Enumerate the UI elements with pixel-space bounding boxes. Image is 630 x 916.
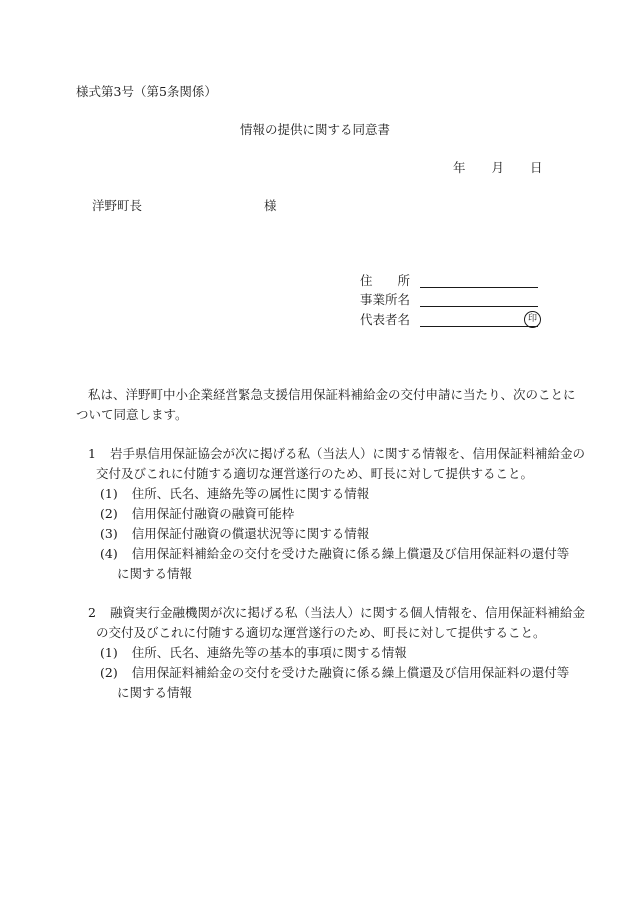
section-2-item-2-continued: に関する情報 (117, 685, 193, 700)
seal-mark: 印 (524, 311, 541, 328)
document-title: 情報の提供に関する同意書 (239, 122, 390, 137)
section-1-item-1 (100, 484, 369, 504)
item-text: 住所、氏名、連絡先等の属性に関する情報 (131, 486, 370, 501)
office-label: 事業所名 (360, 292, 411, 307)
addressee-name: 洋野町長 (92, 198, 143, 213)
section-2-item-1 (100, 643, 407, 663)
section-2-item-2 (100, 663, 569, 683)
intro-line-2: ついて同意します。 (76, 407, 188, 422)
section-1-item-4-continued: に関する情報 (117, 566, 193, 581)
intro-line-1: 私は、洋野町中小企業経営緊急支援信用保証料補給金の交付申請に当たり、次のことに (88, 387, 576, 402)
section-2-heading (88, 603, 585, 623)
item-text: 住所、氏名、連絡先等の基本的事項に関する情報 (131, 645, 407, 660)
address-field (360, 273, 542, 289)
section-1-item-4 (100, 544, 569, 564)
addressee-honorific: 様 (264, 198, 277, 213)
section-1-line-1: 岩手県信用保証協会が次に掲げる私（当法人）に関する情報を、信用保証料補給金の (109, 446, 585, 461)
item-number: (1) (100, 645, 118, 660)
item-text: 信用保証料補給金の交付を受けた融資に係る繰上償還及び信用保証料の還付等 (131, 665, 570, 680)
item-number: (2) (100, 665, 118, 680)
item-text: 信用保証付融資の融資可能枠 (131, 506, 295, 521)
date-month: 月 (491, 160, 505, 175)
section-2-line-1: 融資実行金融機関が次に掲げる私（当法人）に関する個人情報を、信用保証料補給金 (109, 605, 585, 620)
section-2-number: 2 (88, 605, 96, 620)
representative-blank-line (420, 326, 538, 327)
item-text: 信用保証料補給金の交付を受けた融資に係る繰上償還及び信用保証料の還付等 (131, 546, 570, 561)
item-text: 信用保証付融資の償還状況等に関する情報 (131, 526, 370, 541)
section-1-number: 1 (88, 446, 96, 461)
address-label: 住 所 (360, 273, 411, 288)
item-number: (2) (100, 506, 118, 521)
item-number: (4) (100, 546, 118, 561)
date-year: 年 (453, 160, 466, 175)
representative-field (360, 312, 542, 328)
form-number: 様式第3号（第5条関係） (76, 84, 217, 99)
item-number: (1) (100, 486, 118, 501)
office-field (360, 292, 542, 308)
section-1-item-2 (100, 504, 294, 524)
section-1-heading (88, 444, 585, 464)
section-1-line-2: 交付及びこれに付随する適切な運営遂行のため、町長に対して提供すること。 (96, 466, 534, 481)
representative-label: 代表者名 (360, 312, 411, 327)
office-blank-line (420, 306, 538, 307)
address-blank-line (420, 287, 538, 288)
date-day: 日 (530, 160, 543, 175)
item-number: (3) (100, 526, 118, 541)
section-1-item-3 (100, 524, 369, 544)
addressee (92, 198, 277, 214)
section-2-line-2: の交付及びこれに付随する適切な運営遂行のため、町長に対して提供すること。 (96, 625, 546, 640)
date-line (453, 160, 543, 176)
